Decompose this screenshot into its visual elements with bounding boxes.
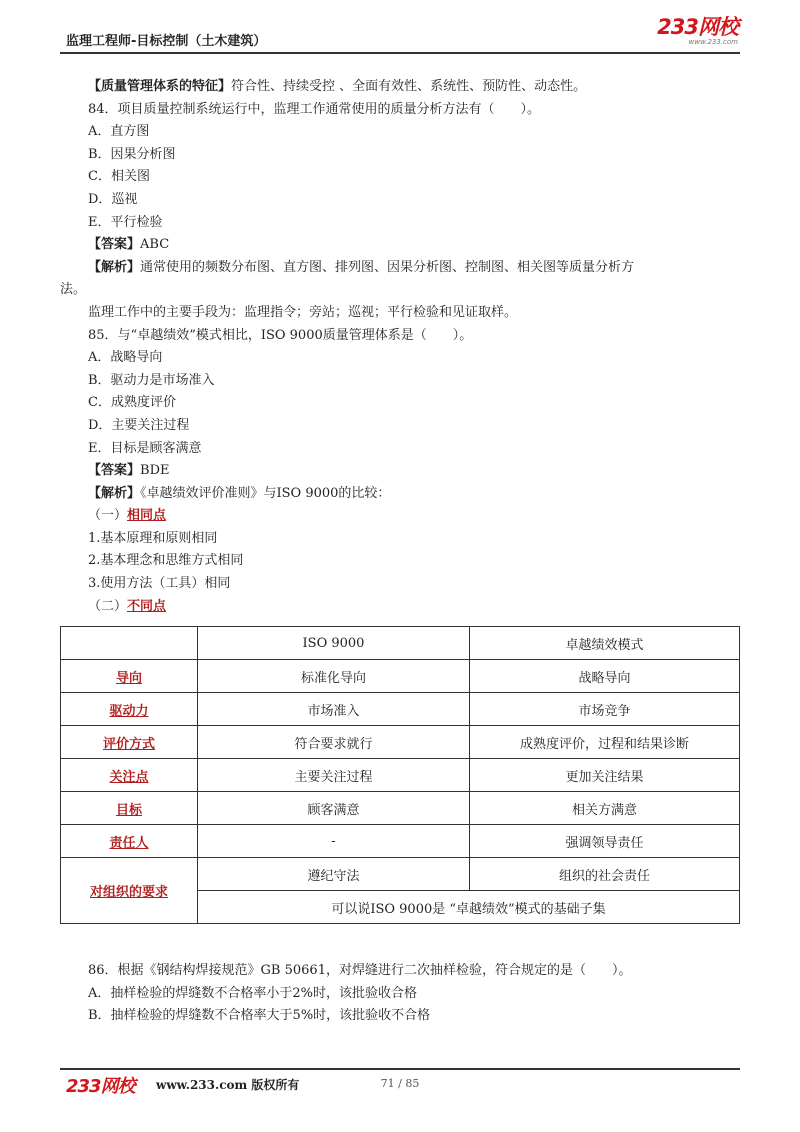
option-line: B．因果分析图 xyxy=(88,146,176,162)
option-line: A．战略导向 xyxy=(88,350,163,366)
table-row xyxy=(61,858,740,891)
header-divider xyxy=(60,52,740,54)
table-cell: 成熟度评价，过程和结果诊断 xyxy=(470,726,740,759)
table-row xyxy=(61,792,740,825)
row-label: 导向 xyxy=(61,660,198,693)
comparison-table xyxy=(60,626,740,924)
row-label: 责任人 xyxy=(61,825,198,858)
text-line: 【质量管理体系的特征】符合性、持续受控 、全面有效性、系统性、预防性、动态性。 xyxy=(88,79,587,94)
table-cell: 主要关注过程 xyxy=(198,759,470,792)
option-line: E．平行检验 xyxy=(88,214,163,230)
answer-line: 【答案】BDE xyxy=(88,463,170,479)
question-85: 85．与“卓越绩效”模式相比，ISO 9000质量管理体系是（ ）。 xyxy=(88,327,473,343)
table-cell: 战略导向 xyxy=(470,660,740,693)
table-cell: 市场准入 xyxy=(198,693,470,726)
question-84: 84．项目质量控制系统运行中，监理工作通常使用的质量分析方法有（ ）。 xyxy=(88,101,541,117)
table-cell: 相关方满意 xyxy=(470,792,740,825)
list-item: 3.使用方法（工具）相同 xyxy=(88,576,231,592)
table-header-row xyxy=(61,627,740,660)
option-line: D．主要关注过程 xyxy=(88,417,190,433)
table-header-cell: 卓越绩效模式 xyxy=(470,627,740,660)
section-heading: （一）相同点 xyxy=(88,508,167,524)
list-item: 2.基本理念和思维方式相同 xyxy=(88,553,244,569)
table-cell: - xyxy=(198,825,470,858)
row-label: 驱动力 xyxy=(61,693,198,726)
header-title: 监理工程师-目标控制（土木建筑） xyxy=(66,34,267,49)
analysis-line: 【解析】通常使用的频数分布图、直方图、排列图、因果分析图、控制图、相关图等质量分析方 xyxy=(88,259,635,275)
option-line: B．驱动力是市场准入 xyxy=(88,372,215,388)
table-row xyxy=(61,693,740,726)
table-cell: 顾客满意 xyxy=(198,792,470,825)
row-label: 评价方式 xyxy=(61,726,198,759)
table-row xyxy=(61,726,740,759)
table-cell: 组织的社会责任 xyxy=(470,858,740,891)
header-logo[interactable] xyxy=(648,16,738,52)
table-row xyxy=(61,759,740,792)
question-86: 86．根据《钢结构焊接规范》GB 50661，对焊缝进行二次抽样检验，符合规定的是（ ）。 xyxy=(88,963,632,978)
table-cell: 遵纪守法 xyxy=(198,858,470,891)
row-label: 对组织的要求 xyxy=(61,858,198,924)
option-line: D．巡视 xyxy=(88,191,138,207)
row-label: 目标 xyxy=(61,792,198,825)
content-body xyxy=(60,76,740,618)
table-note-cell: 可以说ISO 9000是 “卓越绩效”模式的基础子集 xyxy=(198,891,740,924)
option-line: C．相关图 xyxy=(88,169,150,185)
table-cell: 标准化导向 xyxy=(198,660,470,693)
header-logo-url: www.233.com xyxy=(688,38,738,46)
table-cell: 更加关注结果 xyxy=(470,759,740,792)
table-cell: 市场竞争 xyxy=(470,693,740,726)
section-heading: （二）不同点 xyxy=(88,598,167,614)
row-label: 关注点 xyxy=(61,759,198,792)
header-logo-mark: 233网校 xyxy=(657,15,738,39)
footer-logo[interactable]: 233网校 xyxy=(66,1076,135,1097)
table-cell: 符合要求就行 xyxy=(198,726,470,759)
footer-divider xyxy=(60,1068,740,1070)
table-header-cell: ISO 9000 xyxy=(198,627,470,660)
option-line: C．成熟度评价 xyxy=(88,395,176,411)
option-line: A．抽样检验的焊缝数不合格率小于2%时，该批验收合格 xyxy=(88,985,418,1001)
table-header-cell xyxy=(61,627,198,660)
list-item: 1.基本原理和原则相同 xyxy=(88,530,218,546)
answer-line: 【答案】ABC xyxy=(88,237,170,253)
analysis-line-wrap: 法。 xyxy=(60,282,87,298)
option-line: E．目标是顾客满意 xyxy=(88,440,202,456)
table-row xyxy=(61,825,740,858)
table-row xyxy=(61,660,740,693)
page-number: 71 / 85 xyxy=(380,1077,420,1090)
continued-body xyxy=(60,960,740,1028)
text-line: 监理工作中的主要手段为：监理指令；旁站；巡视；平行检验和见证取样。 xyxy=(88,304,518,320)
footer-copyright: www.233.com 版权所有 xyxy=(156,1078,300,1092)
option-line: A．直方图 xyxy=(88,124,150,140)
table-cell: 强调领导责任 xyxy=(470,825,740,858)
option-line: B．抽样检验的焊缝数不合格率大于5%时，该批验收不合格 xyxy=(88,1008,431,1024)
analysis-line: 【解析】《卓越绩效评价准则》与ISO 9000的比较： xyxy=(88,485,391,501)
